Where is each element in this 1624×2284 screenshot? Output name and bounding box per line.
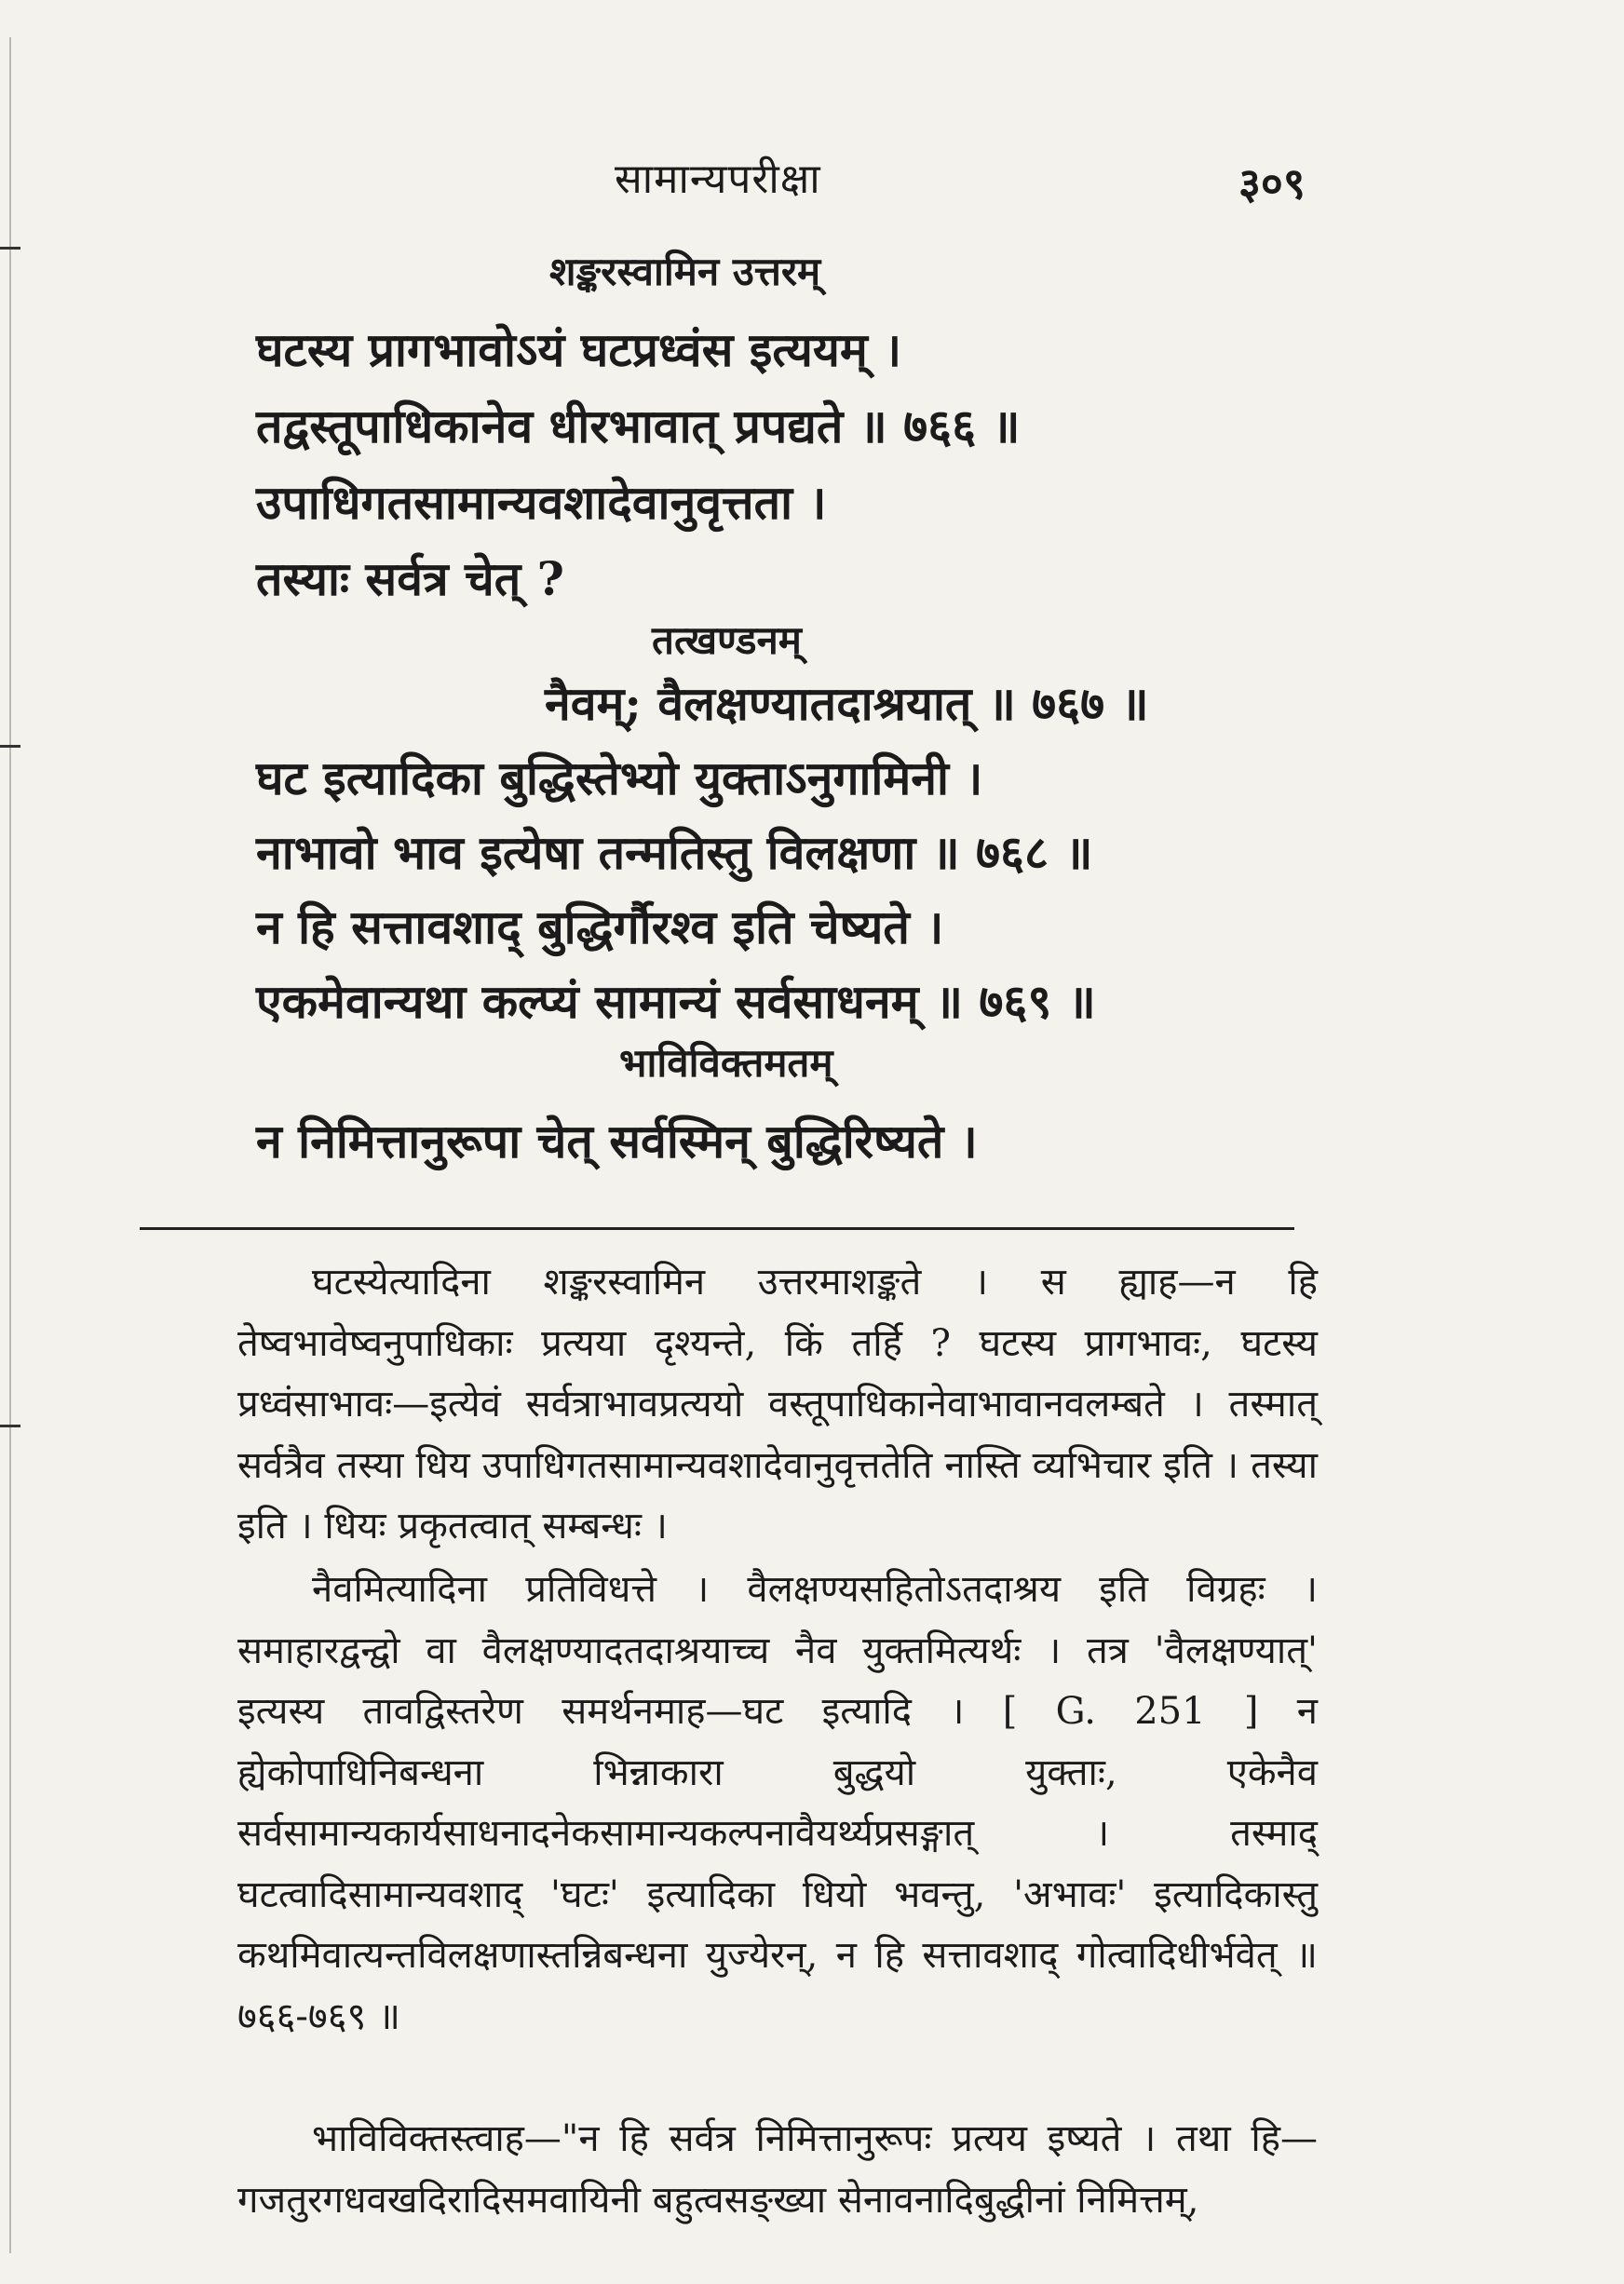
page-number: ३०९ xyxy=(1238,158,1306,209)
verse-line: तस्याः सर्वत्र चेत् ? xyxy=(256,551,564,606)
commentary-paragraph: घटस्येत्यादिना शङ्करस्वामिन उत्तरमाशङ्कते । स ह्याह—न हि तेष्वभावेष्वनुपाधिकाः प्रत्यया दृश्यन्ते, किं तर्हि ? घटस्य प्रागभावः, घटस्य प्रध्वंसाभावः—इत्येवं सर्वत्राभावप्रत्ययो वस्तूपाधिकानेवाभावानवलम्बते । तस्मात् सर्वत्रैव तस्या धिय उपाधिगतसामान्यवशादेवानुवृत्ततेति नास्ति व्यभिचार इति । तस्या इति । धियः प्रकृतत्वात् सम्बन्धः । xyxy=(237,1261,1318,1547)
heading-bhavivikta: भाविविक्तमतम् xyxy=(619,1040,833,1086)
verse-line: घट इत्यादिका बुद्धिस्तेभ्यो युक्ताऽनुगामिनी । xyxy=(256,750,983,805)
footnote-rule xyxy=(140,1227,1294,1230)
verse-line: तद्वस्तूपाधिकानेव धीरभावात् प्रपद्यते ॥ ७६६ ॥ xyxy=(256,399,1021,453)
commentary-paragraph: भाविविक्तस्त्वाह—"न हि सर्वत्र निमित्तानुरूपः प्रत्यय इष्यते । तथा हि—गजतुरगधवखदिरादिसमवायिनी बहुत्वसङ्ख्या सेनावनादिबुद्धीनां निमित्तम्, xyxy=(237,2117,1318,2222)
margin-tick xyxy=(0,247,20,250)
running-title: सामान्यपरीक्षा xyxy=(615,155,821,203)
verse-line: एकमेवान्यथा कल्प्यं सामान्यं सर्वसाधनम् ॥ ७६९ ॥ xyxy=(256,974,1096,1029)
verse-line: न हि सत्तावशाद् बुद्धिर्गौरश्व इति चेष्यते । xyxy=(256,899,944,954)
heading-shankara: शङ्करस्वामिन उत्तरम् xyxy=(549,249,821,294)
verse-line: नाभावो भाव इत्येषा तन्मतिस्तु विलक्षणा ॥ ७६८ ॥ xyxy=(256,825,1093,880)
verse-line: न निमित्तानुरूपा चेत् सर्वस्मिन् बुद्धिरिष्यते । xyxy=(256,1114,978,1169)
verse-line: नैवम्; वैलक्षण्यातदाश्रयात् ॥ ७६७ ॥ xyxy=(545,676,1149,731)
binding-edge xyxy=(9,37,11,2253)
margin-tick xyxy=(0,745,20,748)
verse-line: उपाधिगतसामान्यवशादेवानुवृत्तता । xyxy=(256,475,827,530)
verse-line: घटस्य प्रागभावोऽयं घटप्रध्वंस इत्ययम् । xyxy=(256,322,902,377)
margin-tick xyxy=(0,1425,20,1427)
heading-khandana: तत्खण्डनम् xyxy=(652,617,802,663)
commentary-paragraph: नैवमित्यादिना प्रतिविधत्ते । वैलक्षण्यसहितोऽतदाश्रय इति विग्रहः । समाहारद्वन्द्वो वा वैलक्षण्यादतदाश्रयाच्च नैव युक्तमित्यर्थः । तत्र 'वैलक्षण्यात्' इत्यस्य तावद्विस्तरेण समर्थनमाह—घट इत्यादि । [ G. 251 ] न ह्येकोपाधिनिबन्धना भिन्नाकारा बुद्धयो युक्ताः, एकेनैव सर्वसामान्यकार्यसाधनादनेकसामान्यकल्पनावैयर्थ्यप्रसङ्गात् । तस्माद् घटत्वादिसामान्यवशाद् 'घटः' इत्यादिका धियो भवन्तु, 'अभावः' इत्यादिकास्तु कथमिवात्यन्तविलक्षणास्तन्निबन्धना युज्येरन्, न हि सत्तावशाद् गोत्वादिधीर्भवेत् ॥ ७६६-७६९ ॥ xyxy=(237,1568,1318,2038)
